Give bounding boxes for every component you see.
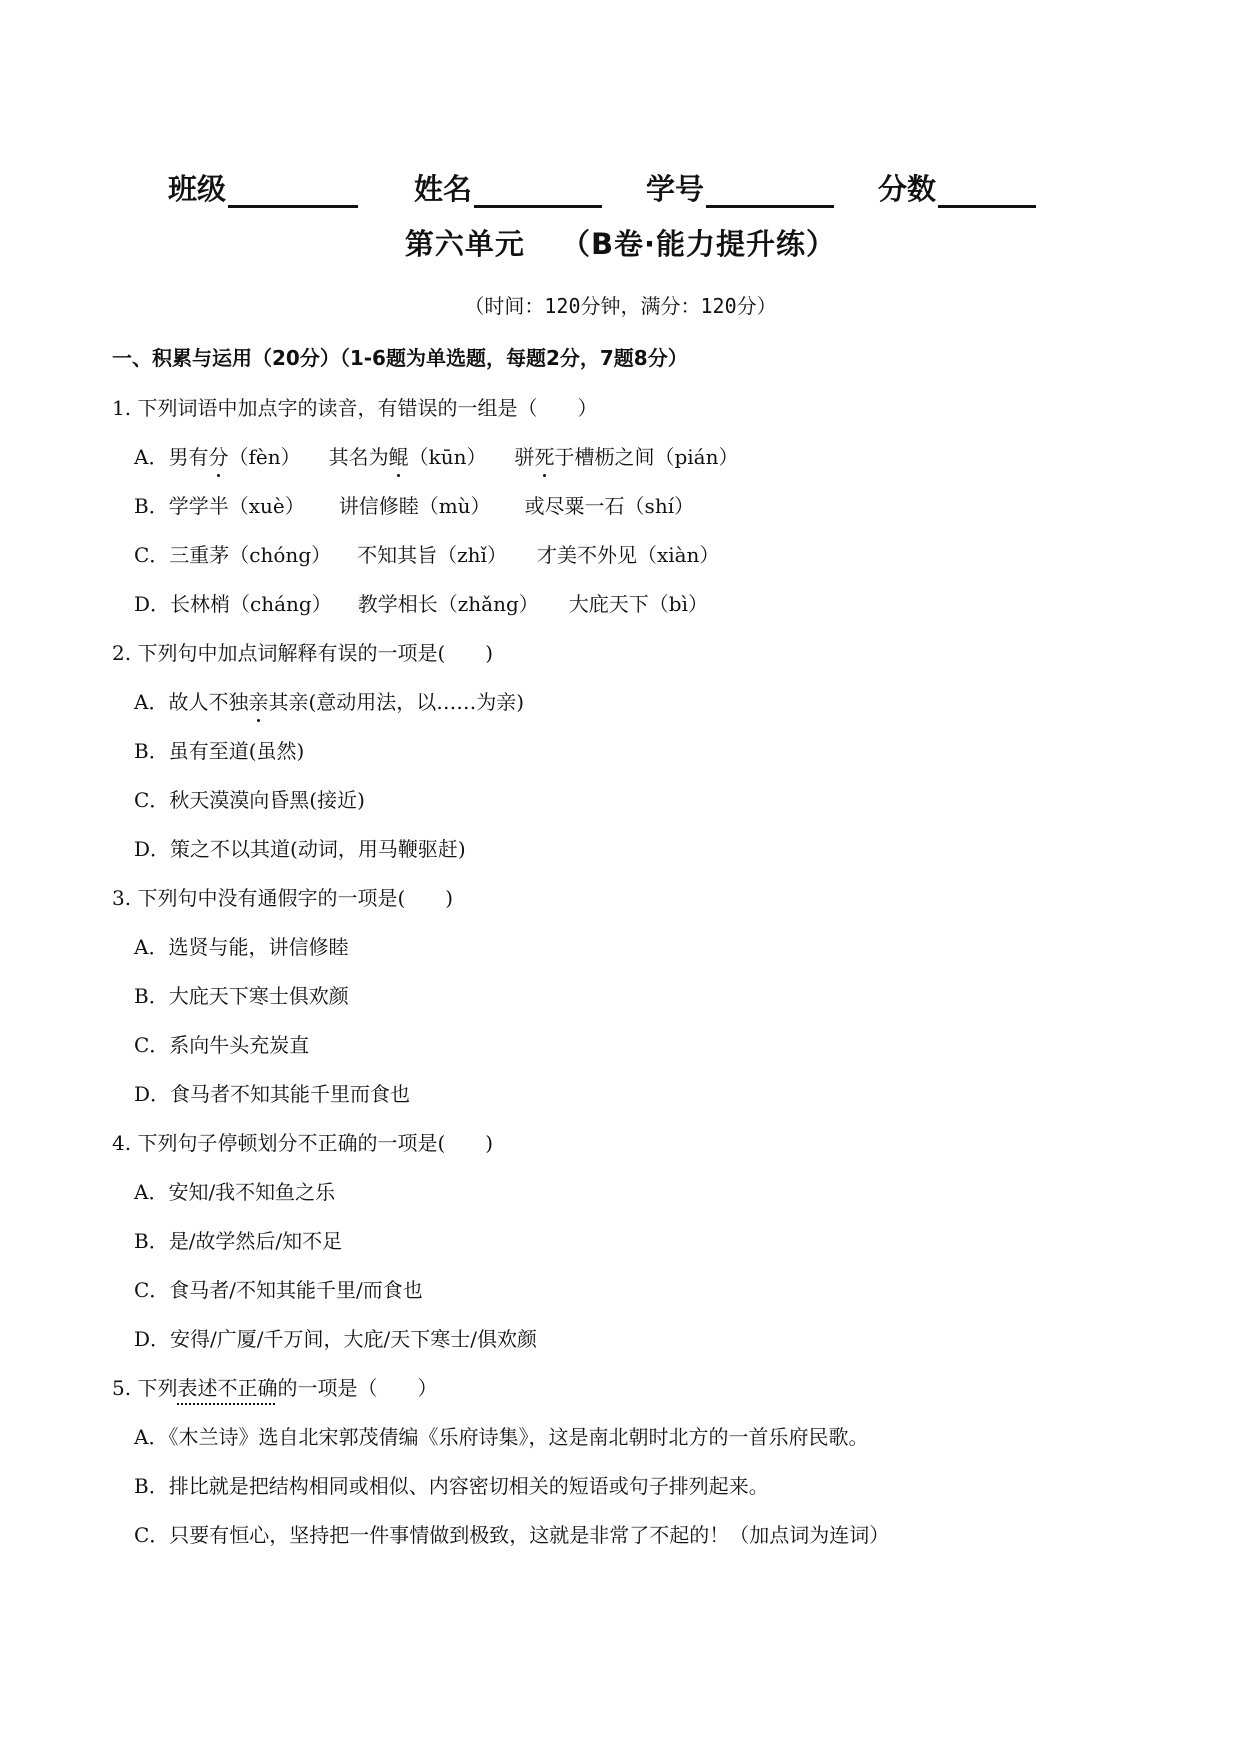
dotted-char: 亲 [248,686,268,715]
question-4-option-a[interactable]: A．安知/我不知鱼之乐 [134,1180,336,1204]
question-2-stem: 2. 下列句中加点词解释有误的一项是( ) [112,641,494,665]
page-title [0,222,1241,263]
score-label: 分数 [878,172,937,206]
question-1-option-a[interactable]: A．男有分（fèn） 其名为鲲（kūn） 骈死于槽枥之间（pián） [134,441,738,470]
question-3-stem: 3. 下列句中没有通假字的一项是( ) [112,886,454,910]
name-label: 姓名 [414,172,473,206]
question-2-option-b[interactable]: B．虽有至道(虽然) [134,739,305,763]
question-3-option-d[interactable]: D．食马者不知其能千里而食也 [134,1082,411,1106]
dotted-char: 分 [208,441,228,470]
student-id-field [646,167,834,208]
question-3-option-b[interactable]: B．大庇天下寒士俱欢颜 [134,984,349,1008]
unit-title: 第六单元 [404,227,525,261]
question-5-stem: 5. 下列表述不正确的一项是（ ） [112,1376,438,1400]
question-1-option-d[interactable]: D．长林梢（cháng） 教学相长（zhǎng） 大庇天下（bì） [134,592,708,616]
class-field [168,167,358,208]
question-3-option-a[interactable]: A．选贤与能，讲信修睦 [134,935,349,959]
exam-time-info: （时间：120分钟，满分：120分） [464,294,777,318]
dotted-phrase: 表述不正确 [177,1376,278,1400]
question-2-option-c[interactable]: C．秋天漠漠向昏黑(接近) [134,788,365,812]
class-blank[interactable] [228,169,358,208]
student-id-blank[interactable] [706,169,834,208]
student-info-header [168,160,1088,208]
question-3-option-c[interactable]: C．系向牛头充炭直 [134,1033,310,1057]
class-label: 班级 [168,172,227,206]
question-1-option-c[interactable]: C．三重茅（chóng） 不知其旨（zhǐ） 才美不外见（xiàn） [134,543,720,567]
question-5-option-b[interactable]: B．排比就是把结构相同或相似、内容密切相关的短语或句子排列起来。 [134,1474,769,1498]
question-2-option-d[interactable]: D．策之不以其道(动词，用马鞭驱赶) [134,837,466,861]
score-field [878,167,1036,208]
score-blank[interactable] [938,169,1036,208]
question-5-option-a[interactable]: A．《木兰诗》选自北宋郭茂倩编《乐府诗集》，这是南北朝时北方的一首乐府民歌。 [134,1425,869,1449]
question-1-option-b[interactable]: B．学学半（xuè） 讲信修睦（mù） 或尽粟一石（shí） [134,494,695,518]
name-field [414,167,602,208]
dotted-char: 死 [534,441,554,470]
question-2-option-a[interactable]: A．故人不独亲其亲(意动用法，以……为亲) [134,686,524,715]
question-4-option-d[interactable]: D．安得/广厦/千万间，大庇/天下寒士/俱欢颜 [134,1327,537,1351]
question-5-option-c[interactable]: C．只要有恒心，坚持把一件事情做到极致，这就是非常了不起的！（加点词为连词） [134,1523,890,1547]
dotted-char: 鲲 [389,441,409,470]
paper-title: （B卷·能力提升练） [560,227,837,261]
name-blank[interactable] [474,169,602,208]
question-4-option-b[interactable]: B．是/故学然后/知不足 [134,1229,343,1253]
question-4-option-c[interactable]: C．食马者/不知其能千里/而食也 [134,1278,423,1302]
question-4-stem: 4. 下列句子停顿划分不正确的一项是( ) [112,1131,494,1155]
question-1-stem: 1. 下列词语中加点字的读音，有错误的一组是（ ） [112,396,598,420]
section-heading: 一、积累与运用（20分）（1-6题为单选题，每题2分，7题8分） [112,346,688,370]
student-id-label: 学号 [646,172,705,206]
